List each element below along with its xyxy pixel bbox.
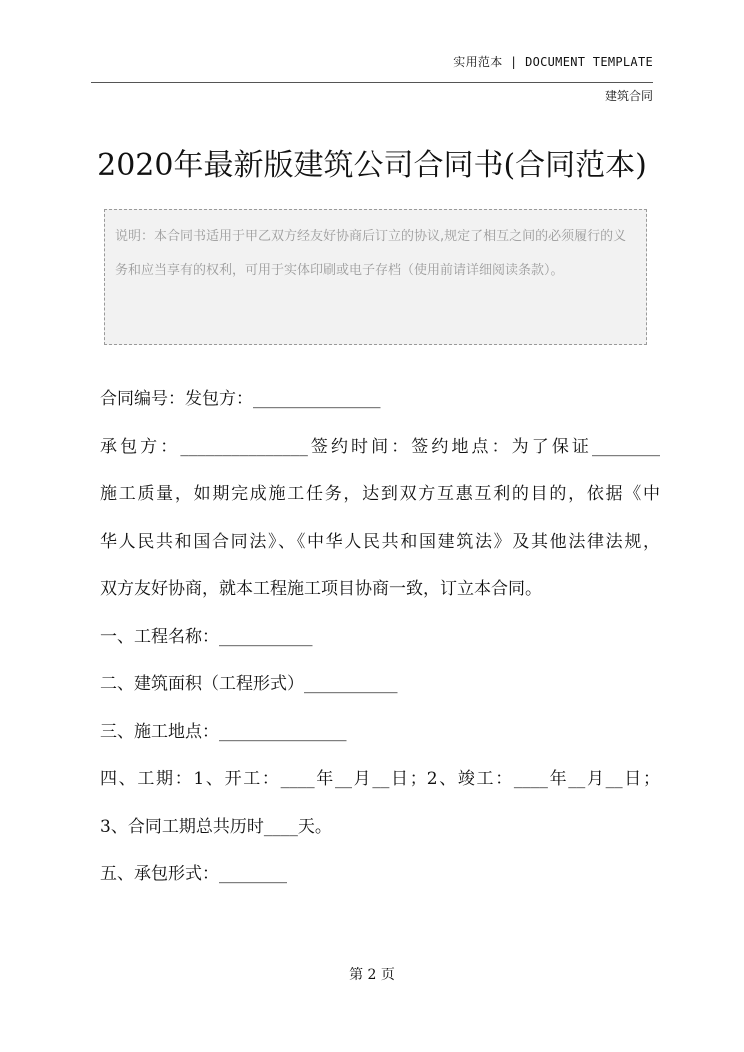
notice-box xyxy=(104,209,647,345)
contract-number-line: 合同编号：发包方：_______________ xyxy=(100,389,381,409)
contract-body xyxy=(100,376,660,899)
header-divider xyxy=(91,82,653,83)
header-category: 建筑合同 xyxy=(604,89,653,103)
paragraph-line: 双方友好协商，就本工程施工项目协商一致，订立本合同。 xyxy=(100,579,542,599)
paragraph-line: 华人民共和国合同法》、《中华人民共和国建筑法》及其他法律法规， xyxy=(100,531,660,552)
clause-project-name: 一、工程名称：___________ xyxy=(100,626,313,647)
clause-building-area: 二、建筑面积（工程形式）___________ xyxy=(100,674,398,694)
paragraph-line: 施工质量，如期完成施工任务，达到双方互惠互利的目的，依据《中 xyxy=(100,484,660,504)
contractor-line: 承包方：_______________签约时间：签约地点：为了保证________ xyxy=(100,436,660,457)
notice-text: 说明：本合同书适用于甲乙双方经友好协商后订立的协议,规定了相互之间的必须履行的义务和应当享有的权利，可用于实体印刷或电子存档（使用前请详细阅读条款）。 xyxy=(115,229,627,278)
page-number: 第 2 页 xyxy=(349,967,395,983)
clause-site-location: 三、施工地点：_______________ xyxy=(100,721,347,742)
clause-contract-form: 五、承包形式：________ xyxy=(100,864,287,884)
header-template-label: 实用范本 | DOCUMENT TEMPLATE xyxy=(453,55,653,69)
clause-schedule-total: 3、合同工期总共历时____天。 xyxy=(100,816,332,837)
document-title: 2020年最新版建筑公司合同书(合同范本) xyxy=(97,148,647,183)
clause-schedule: 四、工期：1、开工：____年__月__日；2、竣工：____年__月__日； xyxy=(100,769,660,789)
